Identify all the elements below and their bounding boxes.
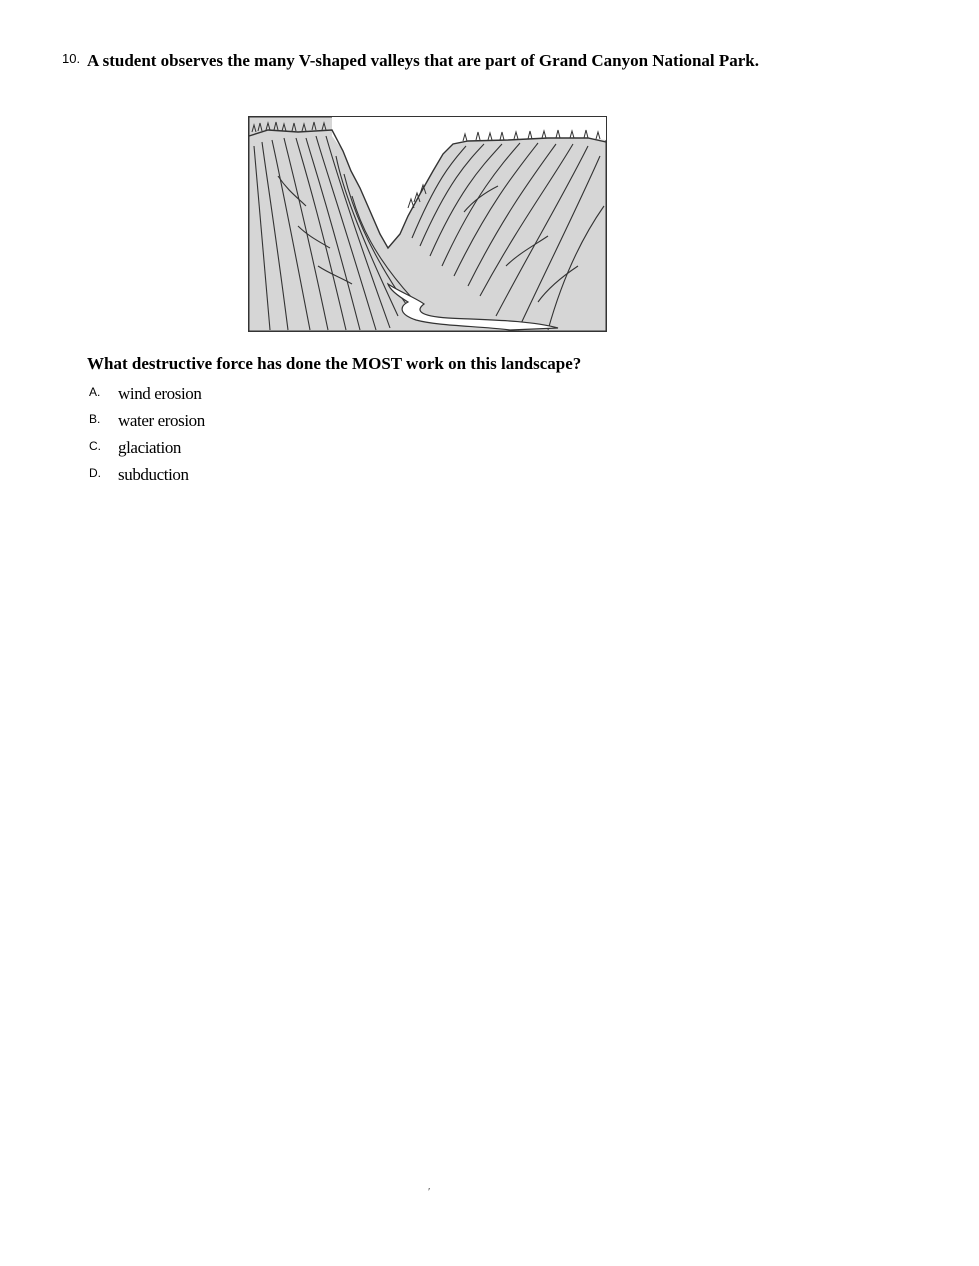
- choice-text: wind erosion: [118, 384, 202, 403]
- v-shaped-valley-drawing: [248, 116, 607, 332]
- choice-a[interactable]: [87, 384, 387, 411]
- choice-letter: A.: [89, 385, 101, 399]
- choice-letter: C.: [89, 439, 101, 453]
- choice-letter: D.: [89, 466, 101, 480]
- choice-b[interactable]: [87, 411, 387, 438]
- question-number: 10.: [62, 51, 81, 66]
- answer-choices: [87, 384, 387, 492]
- choice-text: water erosion: [118, 411, 205, 430]
- footer-mark: ′: [428, 1186, 431, 1198]
- choice-text: subduction: [118, 465, 189, 484]
- question-text: A student observes the many V-shaped valleys that are part of Grand Canyon National Park.: [87, 51, 760, 70]
- choice-text: glaciation: [118, 438, 182, 457]
- choice-letter: B.: [89, 412, 101, 426]
- choice-d[interactable]: [87, 465, 387, 492]
- canyon-illustration: [248, 116, 607, 332]
- choice-c[interactable]: [87, 438, 387, 465]
- question-prompt: What destructive force has done the MOST work on this landscape?: [87, 354, 582, 373]
